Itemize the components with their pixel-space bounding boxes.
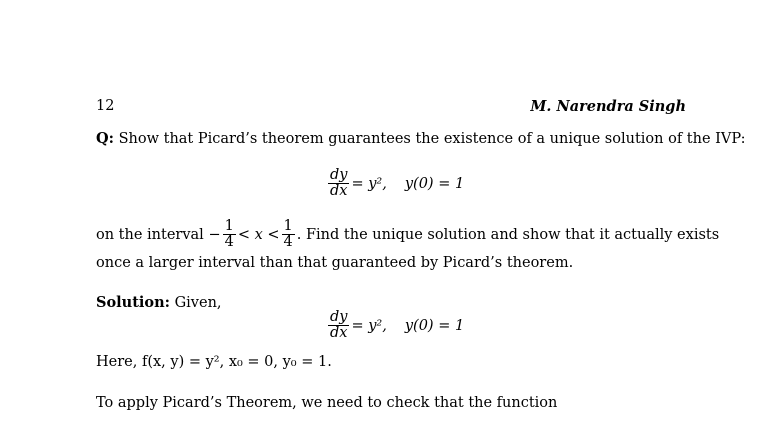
- solution-label: Solution:: [96, 294, 170, 311]
- equation-ivp-1: [326, 168, 464, 199]
- equation-ivp-2: [326, 310, 464, 341]
- fraction-pos-quarter: $\frac{1}{4}$: [283, 218, 293, 250]
- interval-line: on the interval − $\frac{1}{4}$ < x < $\frac{1}{4}$ . Find the unique solution and show that it actually exists: [96, 218, 720, 250]
- apply-line: To apply Picard’s Theorem, we need to check that the function: [96, 395, 558, 411]
- derivative-fraction: $\frac{dy}{dx}$: [330, 167, 348, 199]
- running-head-author: M. Narendra Singh: [530, 98, 686, 115]
- equation-rhs-2: = y²,: [351, 317, 387, 334]
- initial-condition: y(0) = 1: [404, 175, 465, 192]
- question-text: Show that Picard’s theorem guarantees the existence of a unique solution of the IVP:: [118, 131, 746, 147]
- derivative-fraction-2: $\frac{dy}{dx}$: [330, 309, 348, 341]
- interval-line-2: once a larger interval than that guaranteed by Picard’s theorem.: [96, 255, 574, 271]
- page-number: 12: [96, 98, 115, 114]
- question-line: [96, 130, 746, 148]
- solution-text: Given,: [174, 295, 222, 311]
- equation-rhs: = y²,: [351, 175, 387, 192]
- here-line: Here, f(x, y) = y², x₀ = 0, y₀ = 1.: [96, 354, 332, 370]
- question-label: Q:: [96, 130, 114, 147]
- fraction-neg-quarter: $\frac{1}{4}$: [224, 218, 234, 250]
- initial-condition-2: y(0) = 1: [404, 317, 465, 334]
